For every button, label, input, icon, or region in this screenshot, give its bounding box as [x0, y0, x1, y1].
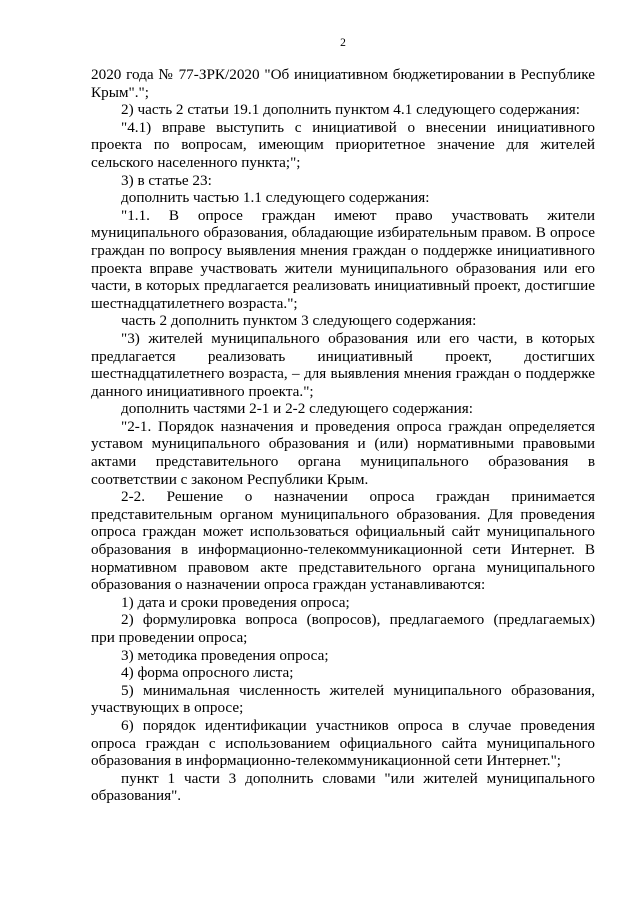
paragraph-point-3: "3) жителей муниципального образования или его части, в которых предлагается реализовать инициативный проект, достигших шестнадцатилетнего возраста, – для выявления мнения граждан о поддержке данного инициативного проекта.";	[91, 329, 595, 400]
list-item-4: 4) форма опросного листа;	[121, 664, 294, 682]
list-item-6: 6) порядок идентификации участников опроса в случае проведения опроса граждан с использованием официального сайта муниципального образования в информационно-телекоммуникационной сети Интернет.";	[91, 716, 595, 770]
page-number: 2	[340, 37, 346, 49]
document-page	[91, 0, 595, 904]
paragraph-add-parts-2-1-2-2: дополнить частями 2-1 и 2-2 следующего содержания:	[121, 400, 473, 418]
paragraph-part-2-2: 2-2. Решение о назначении опроса граждан принимается представительным органом муниципального образования. Для проведения опроса граждан может использоваться официальный сайт муниципального образования в информационно-телекоммуникационной сети Интернет. В нормативном правовом акте представительного органа муниципального образования о назначении опроса граждан устанавливаются:	[91, 488, 595, 594]
paragraph-add-point-3: часть 2 дополнить пунктом 3 следующего содержания:	[121, 312, 477, 330]
document-body	[91, 66, 595, 805]
list-item-1: 1) дата и сроки проведения опроса;	[121, 593, 350, 611]
paragraph-add-part-1-1: дополнить частью 1.1 следующего содержания:	[121, 189, 430, 207]
paragraph-part-2-1: "2-1. Порядок назначения и проведения опроса граждан определяется уставом муниципального образования и (или) нормативными правовыми актами представительного органа муниципального образования в соответствии с законом Республики Крым.	[91, 417, 595, 488]
list-item-5: 5) минимальная численность жителей муниципального образования, участвующих в опросе;	[91, 681, 595, 717]
paragraph-law-reference: 2020 года № 77-ЗРК/2020 "Об инициативном бюджетировании в Республике Крым".";	[91, 66, 595, 101]
list-item-2: 2) формулировка вопроса (вопросов), предлагаемого (предлагаемых) при проведении опроса;	[91, 611, 595, 646]
paragraph-part-1-1: "1.1. В опросе граждан имеют право участвовать жители муниципального образования, обладающие избирательным правом. В опросе граждан по вопросу выявления мнения граждан о поддержке инициативного проекта вправе участвовать жители муниципального образования или его части, в которых предлагается реализовать инициативный проект, достигшие шестнадцатилетнего возраста.";	[91, 206, 595, 312]
paragraph-clause-4-1: "4.1) вправе выступить с инициативой о внесении инициативного проекта по вопросам, имеющим приоритетное значение для жителей сельского населенного пункта;";	[91, 118, 595, 171]
list-item-3: 3) методика проведения опроса;	[121, 646, 329, 664]
paragraph-item-2: 2) часть 2 статьи 19.1 дополнить пунктом 4.1 следующего содержания:	[121, 101, 580, 119]
paragraph-part-3-amendment: пункт 1 части 3 дополнить словами "или жителей муниципального образования".	[91, 769, 595, 805]
paragraph-item-3: 3) в статье 23:	[121, 171, 212, 189]
